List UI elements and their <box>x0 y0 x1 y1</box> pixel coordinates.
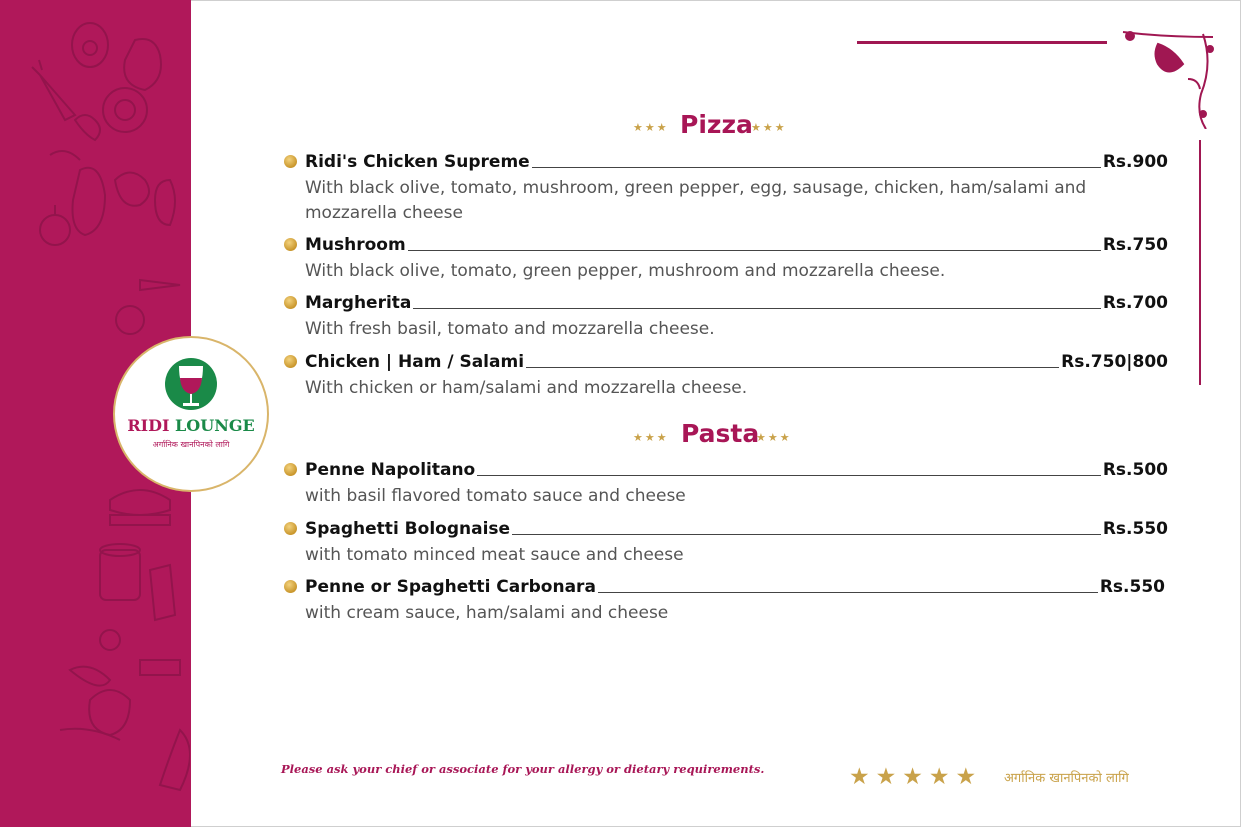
section-title-pasta: Pasta <box>681 419 760 448</box>
leader-line <box>408 249 1101 251</box>
item-price: Rs.550 <box>1102 519 1168 539</box>
gold-bullet-icon <box>284 355 297 368</box>
ridi-lounge-logo <box>113 336 269 492</box>
item-price: Rs.550 <box>1099 577 1165 597</box>
gold-bullet-icon <box>284 463 297 476</box>
item-price: Rs.700 <box>1102 293 1168 313</box>
item-description: With chicken or ham/salami and mozzarella cheese. <box>305 378 748 398</box>
floral-ornament-icon <box>1118 24 1218 129</box>
logo-name <box>115 416 267 435</box>
gold-bullet-icon <box>284 522 297 535</box>
item-description: with cream sauce, ham/salami and cheese <box>305 603 669 623</box>
leader-line <box>526 366 1059 368</box>
item-description: With black olive, tomato, mushroom, green pepper, egg, sausage, chicken, ham/salami and mozzarella cheese <box>305 178 1087 223</box>
footer-tagline: अर्गानिक खानपिनको लागि <box>1004 771 1129 786</box>
item-price: Rs.900 <box>1102 152 1168 172</box>
section-stars-left: ★★★ <box>633 431 669 444</box>
item-price: Rs.750 <box>1102 235 1168 255</box>
item-name: Spaghetti Bolognaise <box>305 519 511 539</box>
item-name: Ridi's Chicken Supreme <box>305 152 530 172</box>
logo-name-part2: LOUNGE <box>175 416 255 435</box>
wine-glass-logo-icon <box>163 356 219 412</box>
leader-line <box>598 591 1098 593</box>
section-stars-left: ★★★ <box>633 121 669 134</box>
item-price: Rs.500 <box>1102 460 1168 480</box>
item-name: Penne Napolitano <box>305 460 476 480</box>
item-name: Mushroom <box>305 235 406 255</box>
section-stars-right: ★★★ <box>751 121 787 134</box>
item-price: Rs.750|800 <box>1061 352 1168 372</box>
food-doodle-icon <box>40 470 190 810</box>
item-name: Chicken | Ham / Salami <box>305 352 525 372</box>
leader-line <box>477 474 1101 476</box>
logo-name-part1: RIDI <box>127 416 170 435</box>
section-stars-right: ★★★ <box>756 431 792 444</box>
leader-line <box>532 166 1101 168</box>
logo-tagline: अर्गानिक खानपिनको लागि <box>152 440 230 449</box>
gold-bullet-icon <box>284 580 297 593</box>
item-description: with tomato minced meat sauce and cheese <box>305 545 684 565</box>
allergy-note: Please ask your chief or associate for your allergy or dietary requirements. <box>281 762 765 776</box>
top-decorative-line <box>857 41 1107 44</box>
star-icon: ★★★★★ <box>849 764 983 790</box>
item-name: Margherita <box>305 293 412 313</box>
vegetable-doodle-icon <box>30 20 190 350</box>
item-name: Penne or Spaghetti Carbonara <box>305 577 596 597</box>
section-title-pizza: Pizza <box>680 110 753 139</box>
item-description: With black olive, tomato, green pepper, mushroom and mozzarella cheese. <box>305 261 946 281</box>
right-decorative-line <box>1199 140 1201 385</box>
leader-line <box>413 307 1100 309</box>
gold-bullet-icon <box>284 238 297 251</box>
gold-bullet-icon <box>284 155 297 168</box>
item-description: with basil flavored tomato sauce and cheese <box>305 486 686 506</box>
item-description: With fresh basil, tomato and mozzarella cheese. <box>305 319 715 339</box>
gold-bullet-icon <box>284 296 297 309</box>
leader-line <box>512 533 1101 535</box>
